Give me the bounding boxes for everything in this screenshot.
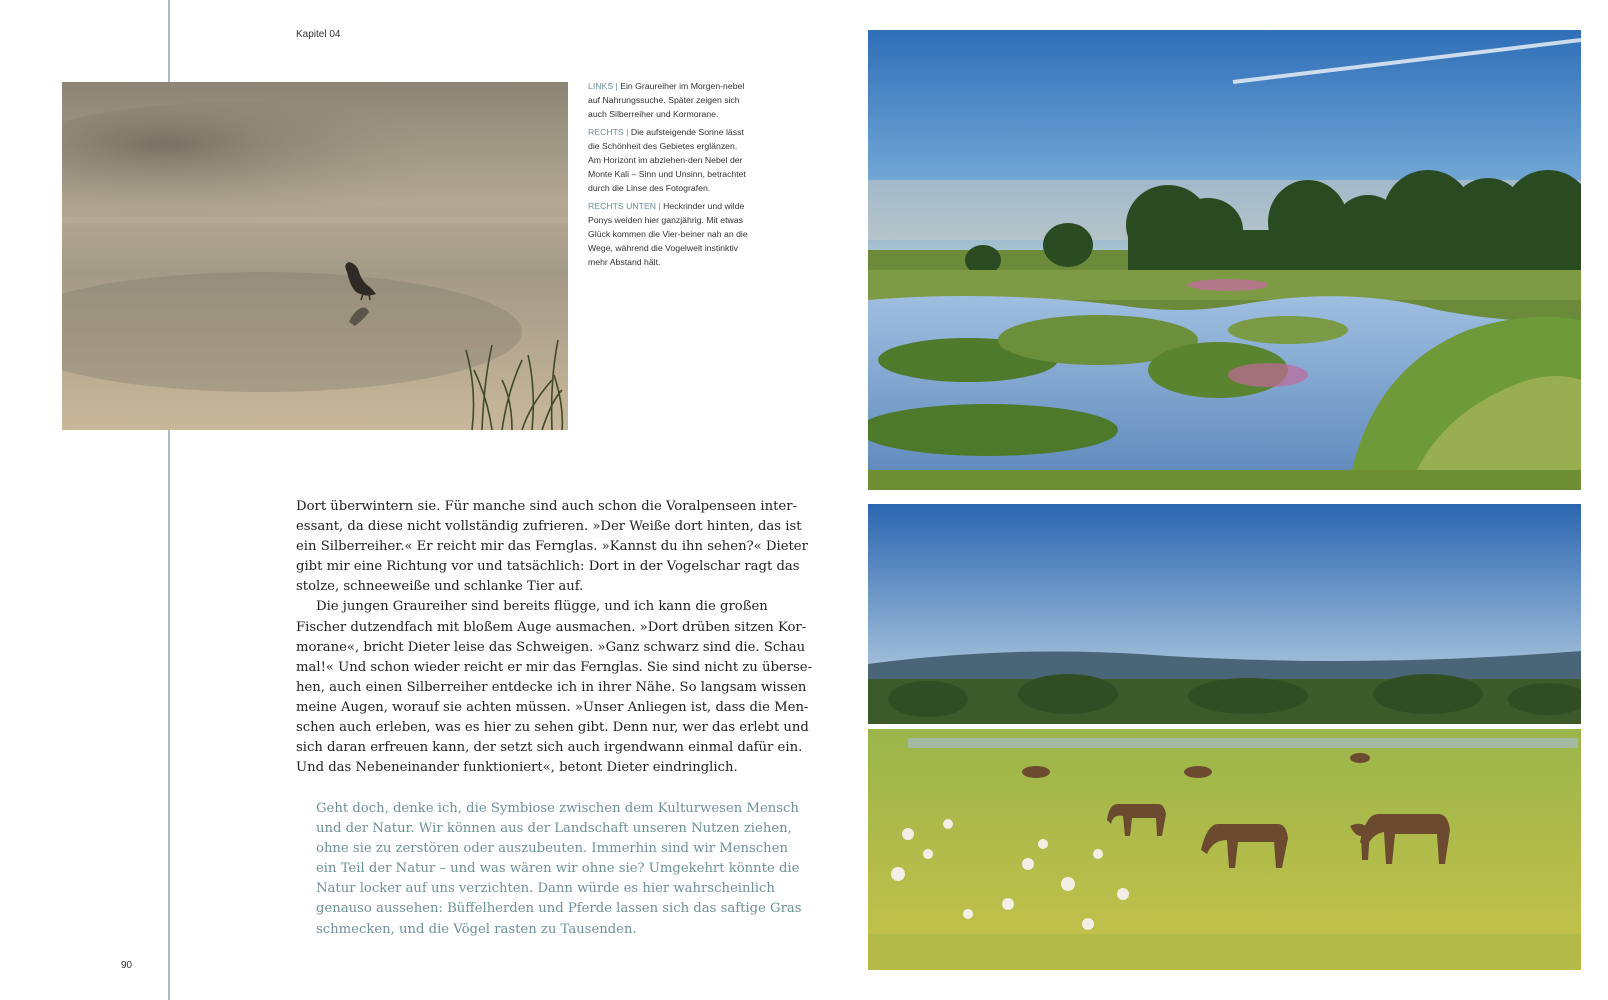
body-line: hen, auch einen Silberreiher entdecke ich in ihrer Nähe. So langsam wissen — [296, 679, 807, 695]
pull-quote — [316, 799, 802, 940]
photo-captions — [588, 79, 748, 273]
body-line: Und das Nebeneinander funktioniert«, betont Dieter eindringlich. — [296, 760, 738, 776]
caption-label: LINKS | — [588, 81, 618, 91]
quote-line: Geht doch, denke ich, die Symbiose zwischen dem Kulturwesen Mensch — [316, 801, 799, 816]
body-line: meine Augen, worauf sie achten müssen. »Unser Anliegen ist, dass die Men- — [296, 699, 809, 715]
grazing-horses-photo — [868, 504, 1581, 970]
caption-left — [588, 79, 748, 121]
page-number: 90 — [121, 960, 133, 971]
body-line: gibt mir eine Richtung vor und tatsächlich: Dort in der Vogelschar ragt das — [296, 559, 800, 575]
heron-fog-photo — [62, 82, 568, 430]
body-text — [296, 497, 813, 778]
body-line: essant, da diese nicht vollständig zufrieren. »Der Weiße dort hinten, das ist — [296, 519, 802, 535]
caption-text: Heckrinder und wilde Ponys weiden hier ganzjährig. Mit etwas Glück kommen die Vier-beiner nah an die Wege, während die Vogelwelt instinktiv mehr Abstand hält. — [588, 201, 748, 267]
caption-label: RECHTS UNTEN | — [588, 201, 661, 211]
body-line: stolze, schneeweiße und schlanke Tier auf. — [296, 579, 584, 595]
quote-line: ein Teil der Natur – und was wären wir ohne sie? Umgekehrt könnte die — [316, 861, 800, 877]
quote-line: Natur locker auf uns verzichten. Dann würde es hier wahrscheinlich — [316, 881, 775, 897]
marsh-landscape-photo — [868, 30, 1581, 490]
quote-line: und der Natur. Wir können aus der Landschaft unseren Nutzen ziehen, — [316, 821, 792, 837]
body-line: Dort überwintern sie. Für manche sind auch schon die Voralpenseen inter- — [296, 499, 797, 514]
quote-line: schmecken, und die Vögel rasten zu Tausenden. — [316, 921, 637, 937]
chapter-label: Kapitel 04 — [296, 29, 341, 40]
body-line: sich daran erfreuen kann, der setzt sich auch irgendwann einmal dafür ein. — [296, 740, 803, 756]
caption-right — [588, 125, 748, 195]
body-line: ein Silberreiher.« Er reicht mir das Fernglas. »Kannst du ihn sehen?« Dieter — [296, 539, 808, 555]
caption-text: Ein Graureiher im Morgen-nebel auf Nahrungssuche. Später zeigen sich auch Silberreiher und Kormorane. — [588, 81, 745, 119]
quote-line: genauso aussehen: Büffelherden und Pferde lassen sich das saftige Gras — [316, 901, 802, 917]
quote-line: ohne sie zu zerstören oder auszubeuten. Immerhin sind wir Menschen — [316, 841, 788, 857]
body-line: morane«, bricht Dieter leise das Schweigen. »Ganz schwarz sind die. Schau — [296, 639, 806, 655]
body-line: Die jungen Graureiher sind bereits flügge, und ich kann die großen — [316, 599, 768, 615]
caption-text: Die aufsteigende Sonne lässt die Schönheit des Gebietes erglänzen. Am Horizont im abziehen-den Nebel der Monte Kali – Sinn und Unsinn, betrachtet durch die Linse des Fotografen. — [588, 127, 746, 193]
body-line: mal!« Und schon wieder reicht er mir das Fernglas. Sie sind nicht zu überse- — [296, 659, 813, 675]
body-line: Fischer dutzendfach mit bloßem Auge ausmachen. »Dort drüben sitzen Kor- — [296, 619, 807, 635]
body-line: schen auch erleben, was es hier zu sehen gibt. Denn nur, wer das erlebt und — [296, 720, 809, 736]
caption-label: RECHTS | — [588, 127, 629, 137]
caption-right-bottom — [588, 199, 748, 269]
